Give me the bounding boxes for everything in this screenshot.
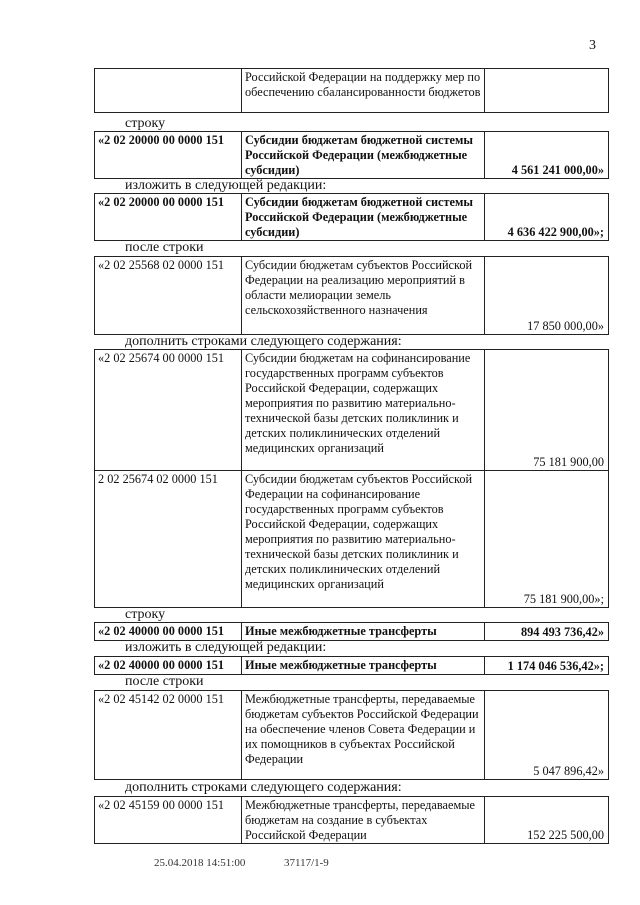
name-cell: Субсидии бюджетам субъектов Российской Федерации на софинансирование государственных программ субъектов Российской Федерации, содержащих мероприятия по развитию материально-технической базы детских поликлиник и детских поликлинических отделений медицинских организаций — [242, 471, 485, 608]
name-cell: Иные межбюджетные трансферты — [242, 623, 485, 641]
name-cell: Межбюджетные трансферты, передаваемые бюджетам субъектов Российской Федерации на обеспечение членов Совета Федерации и их помощников в субъектах Российской Федерации — [242, 691, 485, 780]
table-row — [94, 622, 606, 641]
name-cell: Субсидии бюджетам бюджетной системы Российской Федерации (межбюджетные субсидии) — [242, 194, 485, 241]
amount-cell: 152 225 500,00 — [485, 797, 609, 844]
amount-cell: 17 850 000,00» — [485, 257, 609, 335]
instruction-text: после строки — [125, 674, 204, 689]
name-cell: Субсидии бюджетам на софинансирование государственных программ субъектов Российской Федерации, содержащих мероприятия по развитию материально-технической базы детских поликлиник и детских поликлинических отделений медицинских организаций — [242, 350, 485, 471]
amount-cell: 4 636 422 900,00»; — [485, 194, 609, 241]
table-row — [94, 68, 606, 113]
instruction-text: после строки — [125, 240, 204, 255]
name-cell: Межбюджетные трансферты, передаваемые бюджетам на создание в субъектах Российской Федерации — [242, 797, 485, 844]
name-cell: Субсидии бюджетам субъектов Российской Федерации на реализацию мероприятий в области мелиорации земель сельскохозяйственного назначения — [242, 257, 485, 335]
amount-cell: 5 047 896,42» — [485, 691, 609, 780]
name-cell: Иные межбюджетные трансферты — [242, 657, 485, 675]
amount-cell: 4 561 241 000,00» — [485, 132, 609, 179]
instruction-text: изложить в следующей редакции: — [125, 178, 327, 193]
code-cell: 2 02 25674 02 0000 151 — [95, 471, 242, 608]
instruction-text: дополнить строками следующего содержания: — [125, 334, 402, 349]
table-row — [94, 193, 606, 241]
instruction-text: дополнить строками следующего содержания: — [125, 780, 402, 795]
code-cell: «2 02 20000 00 0000 151 — [95, 132, 242, 179]
table-row — [94, 690, 606, 780]
table-row — [94, 349, 606, 608]
instruction-text: изложить в следующей редакции: — [125, 640, 327, 655]
code-cell: «2 02 25674 00 0000 151 — [95, 350, 242, 471]
table-row — [94, 796, 606, 844]
table-row — [94, 656, 606, 675]
code-cell: «2 02 45159 00 0000 151 — [95, 797, 242, 844]
code-cell: «2 02 45142 02 0000 151 — [95, 691, 242, 780]
code-cell: «2 02 40000 00 0000 151 — [95, 623, 242, 641]
name-cell: Российской Федерации на поддержку мер по обеспечению сбалансированности бюджетов — [242, 69, 485, 113]
amount-cell: 75 181 900,00 — [485, 350, 609, 471]
table-row — [94, 256, 606, 335]
amount-cell — [485, 69, 609, 113]
instruction-text: строку — [125, 607, 166, 622]
amount-cell: 894 493 736,42» — [485, 623, 609, 641]
footer-doc-id: 37117/1-9 — [284, 857, 329, 869]
amount-cell: 1 174 046 536,42»; — [485, 657, 609, 675]
code-cell: «2 02 20000 00 0000 151 — [95, 194, 242, 241]
page-number: 3 — [589, 38, 596, 53]
table-row — [94, 131, 606, 179]
code-cell: «2 02 25568 02 0000 151 — [95, 257, 242, 335]
name-cell: Субсидии бюджетам бюджетной системы Российской Федерации (межбюджетные субсидии) — [242, 132, 485, 179]
amount-cell: 75 181 900,00»; — [485, 471, 609, 608]
code-cell: «2 02 40000 00 0000 151 — [95, 657, 242, 675]
footer-timestamp: 25.04.2018 14:51:00 — [154, 857, 246, 869]
instruction-text: строку — [125, 116, 166, 131]
code-cell — [95, 69, 242, 113]
